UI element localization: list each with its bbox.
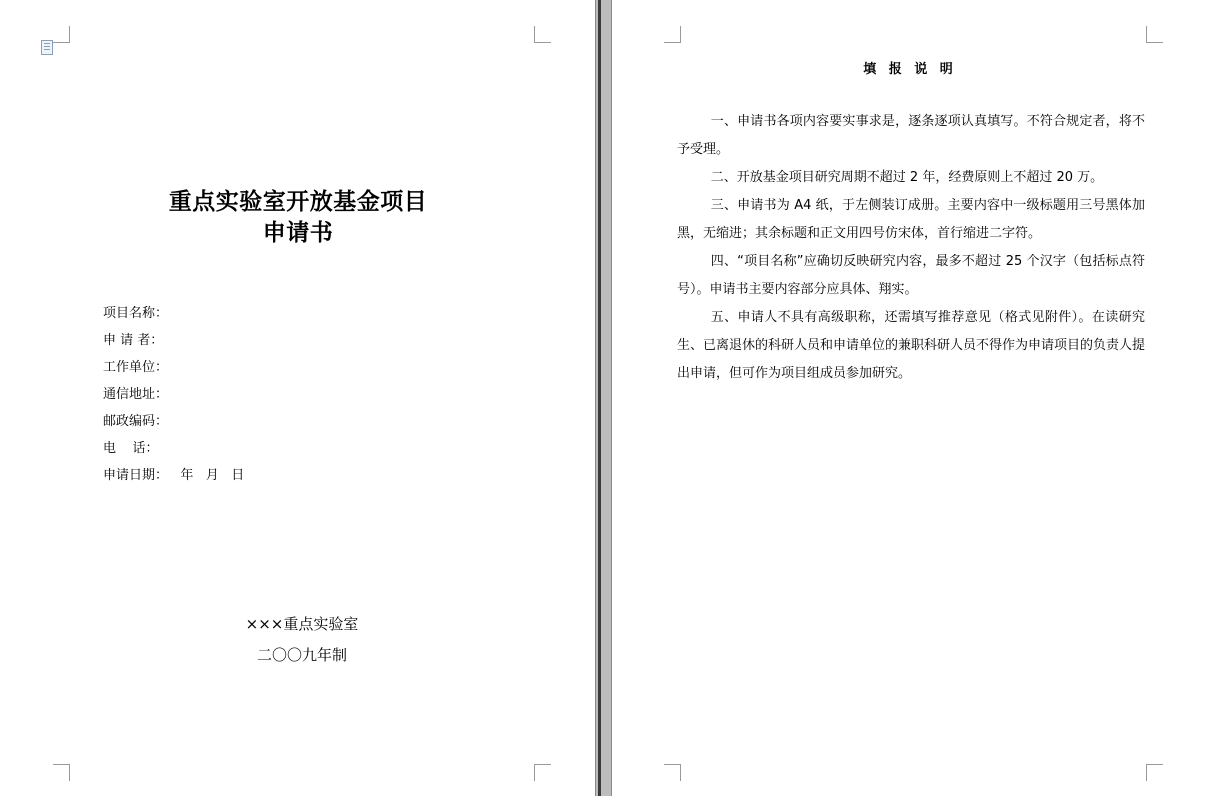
page-gutter [596, 0, 611, 796]
field-postcode: 邮政编码： [103, 414, 169, 429]
crop-mark-bottom-right [1146, 764, 1163, 781]
instruction-item-4: 四、“项目名称”应确切反映研究内容，最多不超过 25 个汉字（包括标点符号）。申请书主要内容部分应具体、翔实。 [677, 254, 1145, 297]
instruction-item-2: 二、开放基金项目研究周期不超过 2 年，经费原则上不超过 20 万。 [710, 170, 1104, 185]
field-phone: 电 话： [103, 441, 159, 456]
field-application-date: 申请日期： 年 月 日 [103, 468, 245, 483]
crop-mark-bottom-right [534, 764, 551, 781]
cover-page [0, 0, 596, 796]
instruction-item-5: 五、申请人不具有高级职称，还需填写推荐意见（格式见附件）。在读研究生、已离退休的科研人员和申请单位的兼职科研人员不得作为申请项目的负责人提出申请，但可作为项目组成员参加研究。 [677, 310, 1146, 381]
instructions-body [677, 108, 1145, 388]
document-icon [41, 40, 53, 55]
field-applicant: 申 请 者： [103, 333, 164, 348]
instruction-item-1: 一、申请书各项内容要实事求是，逐条逐项认真填写。不符合规定者，将不予受理。 [677, 114, 1145, 157]
organization-name: ×××重点实验室 [245, 615, 359, 633]
field-work-unit: 工作单位： [103, 360, 169, 375]
instructions-title: 填 报 说 明 [863, 62, 957, 77]
crop-mark-bottom-left [53, 764, 70, 781]
cover-title-line2: 申请书 [262, 219, 334, 246]
crop-mark-top-left [664, 26, 681, 43]
field-project-name: 项目名称： [103, 306, 169, 321]
field-address: 通信地址： [103, 387, 169, 402]
crop-mark-top-right [534, 26, 551, 43]
instruction-item-3: 三、申请书为 A4 纸，于左侧装订成册。主要内容中一级标题用三号黑体加黑，无缩进；其余标题和正文用四号仿宋体，首行缩进二字符。 [677, 198, 1145, 241]
crop-mark-bottom-left [664, 764, 681, 781]
cover-title-line1: 重点实验室开放基金项目 [168, 188, 428, 215]
issue-year: 二〇〇九年制 [256, 646, 347, 664]
crop-mark-top-left [53, 26, 70, 43]
crop-mark-top-right [1146, 26, 1163, 43]
applicant-field-list [103, 300, 244, 489]
